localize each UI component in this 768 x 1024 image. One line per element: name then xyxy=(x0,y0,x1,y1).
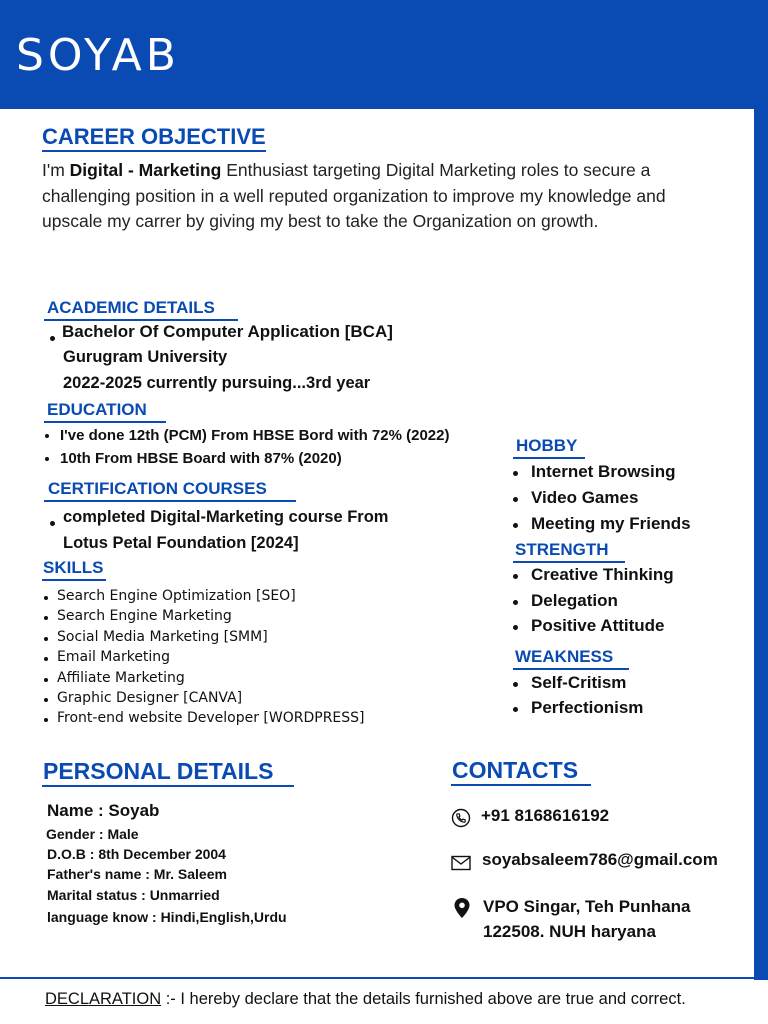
personal-dob: D.O.B : 8th December 2004 xyxy=(47,846,226,862)
personal-details-heading: PERSONAL DETAILS xyxy=(43,758,274,784)
strength-bullet xyxy=(513,625,518,630)
academic-heading-underline xyxy=(44,319,238,321)
skill-item: Search Engine Marketing xyxy=(44,606,365,626)
declaration-label: DECLARATION xyxy=(45,990,162,1008)
education-item: 10th From HBSE Board with 87% (2020) xyxy=(60,450,342,467)
academic-university: Gurugram University xyxy=(63,348,228,366)
personal-language: language know : Hindi,English,Urdu xyxy=(47,909,287,925)
contacts-heading: CONTACTS xyxy=(452,757,579,783)
location-pin-icon xyxy=(453,897,471,919)
education-item: I've done 12th (PCM) From HBSE Bord with 72% (2022) xyxy=(60,427,450,444)
strength-item: Delegation xyxy=(531,591,618,610)
phone-icon xyxy=(451,808,471,828)
personal-father: Father's name : Mr. Saleem xyxy=(47,866,227,882)
academic-bullet xyxy=(50,336,55,341)
hobby-item: Internet Browsing xyxy=(531,462,676,481)
education-heading: EDUCATION xyxy=(47,400,147,419)
strength-heading: STRENGTH xyxy=(515,540,609,559)
contact-address-line-1: VPO Singar, Teh Punhana xyxy=(483,897,691,916)
bottom-divider xyxy=(0,977,754,979)
certification-line-1: completed Digital-Marketing course From xyxy=(63,508,389,526)
hobby-item: Meeting my Friends xyxy=(531,514,691,533)
resume-name: SOYAB xyxy=(16,30,180,81)
weakness-item: Self-Critism xyxy=(531,673,627,692)
skill-item: Affiliate Marketing xyxy=(44,668,365,688)
career-heading-underline xyxy=(42,150,266,152)
personal-name: Name : Soyab xyxy=(47,801,160,820)
weakness-bullet xyxy=(513,682,518,687)
declaration-text: :- I hereby declare that the details furnished above are true and correct. xyxy=(161,990,686,1008)
academic-years: 2022-2025 currently pursuing...3rd year xyxy=(63,374,371,392)
contact-email[interactable]: soyabsaleem786@gmail.com xyxy=(482,850,718,869)
declaration xyxy=(45,990,686,1009)
education-bullet xyxy=(45,457,49,461)
contact-phone[interactable]: +91 8168616192 xyxy=(481,806,610,825)
contact-address-line-2: 122508. NUH haryana xyxy=(483,922,656,941)
personal-gender: Gender : Male xyxy=(46,826,139,842)
skill-item: Graphic Designer [CANVA] xyxy=(44,688,365,708)
education-heading-underline xyxy=(44,421,166,423)
certification-heading-underline xyxy=(44,500,296,502)
hobby-bullet xyxy=(513,471,518,476)
skills-heading: SKILLS xyxy=(43,558,104,577)
skill-bullet xyxy=(44,616,48,620)
personal-heading-underline xyxy=(42,785,294,787)
skill-bullet xyxy=(44,657,48,661)
education-bullet xyxy=(45,434,49,438)
career-objective-text: I'm Digital - Marketing Enthusiast targeting Digital Marketing roles to secure a challenging position in a well reputed organization to improve my knowledge and upscale my carrer by giving my best to take the Organization on growth. xyxy=(42,160,666,231)
hobby-bullet xyxy=(513,523,518,528)
strength-item: Positive Attitude xyxy=(531,616,665,635)
certification-heading: CERTIFICATION COURSES xyxy=(48,479,267,498)
hobby-heading: HOBBY xyxy=(516,436,578,455)
skills-heading-underline xyxy=(42,579,106,581)
hobby-bullet xyxy=(513,497,518,502)
career-objective-heading: CAREER OBJECTIVE xyxy=(42,124,266,149)
skills-list xyxy=(44,586,365,729)
skill-item: Search Engine Optimization [SEO] xyxy=(44,586,365,606)
skill-bullet xyxy=(44,678,48,682)
skill-bullet xyxy=(44,637,48,641)
strength-bullet xyxy=(513,574,518,579)
weakness-heading-underline xyxy=(513,668,629,670)
weakness-bullet xyxy=(513,707,518,712)
personal-marital: Marital status : Unmarried xyxy=(47,887,220,903)
certification-line-2: Lotus Petal Foundation [2024] xyxy=(63,534,299,552)
academic-degree: Bachelor Of Computer Application [BCA] xyxy=(62,322,393,341)
email-icon xyxy=(451,855,471,871)
certification-bullet xyxy=(50,521,55,526)
skill-item: Social Media Marketing [SMM] xyxy=(44,627,365,647)
right-accent-strip xyxy=(754,0,768,980)
hobby-heading-underline xyxy=(513,457,585,459)
strength-heading-underline xyxy=(513,561,625,563)
skill-bullet xyxy=(44,718,48,722)
strength-item: Creative Thinking xyxy=(531,565,674,584)
strength-bullet xyxy=(513,600,518,605)
weakness-heading: WEAKNESS xyxy=(515,647,614,666)
hobby-item: Video Games xyxy=(531,488,639,507)
skill-item: Email Marketing xyxy=(44,647,365,667)
skill-bullet xyxy=(44,698,48,702)
contacts-heading-underline xyxy=(451,784,591,786)
career-highlight: Digital - Marketing xyxy=(69,160,222,180)
weakness-item: Perfectionism xyxy=(531,698,644,717)
academic-details-heading: ACADEMIC DETAILS xyxy=(47,298,215,317)
skill-item: Front-end website Developer [WORDPRESS] xyxy=(44,708,365,728)
skill-bullet xyxy=(44,596,48,600)
